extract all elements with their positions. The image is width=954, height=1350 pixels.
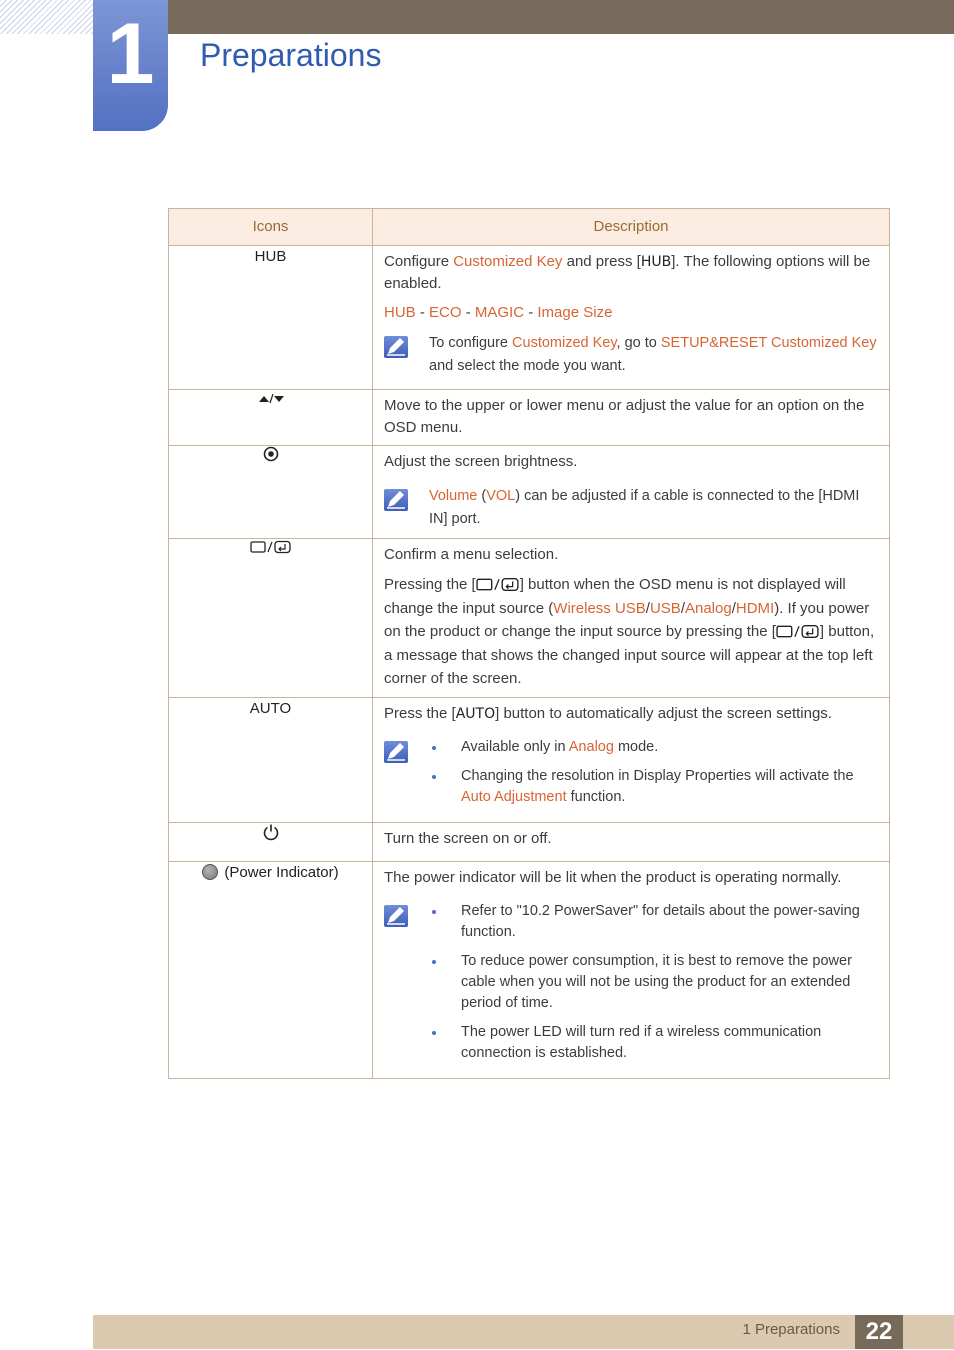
note-bullet-list [429, 737, 879, 808]
chapter-tab [93, 0, 168, 131]
icon-cell [169, 822, 373, 861]
table-row [169, 861, 890, 1078]
icon-cell [169, 390, 373, 446]
corner-hatch-decoration [0, 0, 93, 34]
description-cell [373, 539, 890, 698]
table-row [169, 390, 890, 446]
icon-cell [169, 539, 373, 698]
note-block [384, 737, 879, 808]
list-item: Changing the resolution in Display Properties will activate the Auto Adjustment function. [429, 766, 879, 808]
brightness-icon [263, 446, 279, 462]
description-text: Configure Customized Key and press [HUB]. The following options will be enabled. [384, 253, 871, 292]
note-text: Volume (VOL) can be adjusted if a cable is connected to the [HDMI IN] port. [429, 488, 860, 527]
auto-label: AUTO [249, 699, 292, 717]
source-enter-icon [250, 540, 292, 554]
list-item: The power LED will turn red if a wireless communication connection is established. [429, 1022, 879, 1064]
description-cell [373, 246, 890, 390]
table-row [169, 539, 890, 698]
table-row [169, 446, 890, 539]
hub-options-list: HUB - ECO - MAGIC - Image Size [384, 304, 613, 321]
note-bullet-list [429, 901, 879, 1064]
up-down-arrows-icon [257, 391, 285, 405]
table-row [169, 697, 890, 822]
note-pencil-icon [384, 336, 408, 358]
chapter-number: 1 [106, 6, 155, 102]
description-cell [373, 697, 890, 822]
list-item: Refer to "10.2 PowerSaver" for details about the power-saving function. [429, 901, 879, 943]
description-cell [373, 861, 890, 1078]
description-text: The power indicator will be lit when the product is operating normally. [384, 868, 842, 886]
description-text: Confirm a menu selection. [384, 546, 559, 563]
description-column-header: Description [373, 209, 890, 246]
icon-cell [169, 246, 373, 390]
description-cell [373, 822, 890, 861]
power-icon [262, 823, 280, 841]
note-block [384, 485, 879, 531]
table-row [169, 822, 890, 861]
footer-section-label: 1 Preparations [742, 1321, 840, 1338]
hub-label: HUB [254, 248, 287, 265]
table-row [169, 246, 890, 390]
description-text: Turn the screen on or off. [384, 829, 552, 847]
list-item: To reduce power consumption, it is best to remove the power cable when you will not be using the product for an extended period of time. [429, 951, 879, 1014]
icon-cell [169, 697, 373, 822]
note-pencil-icon [384, 905, 408, 927]
description-text: Pressing the [ ] button when the OSD menu is not displayed will change the input source (Wireless USB/USB/Analog/HDMI). If you power on the product or change the input source by pressing the [ ] button, a message that shows the changed input source will appear at the top left corner of the screen. [384, 576, 875, 687]
description-cell [373, 390, 890, 446]
power-indicator-label: (Power Indicator) [224, 863, 339, 881]
note-text: To configure Customized Key, go to SETUP&RESET Customized Key and select the mode you want. [429, 335, 877, 374]
icon-cell [169, 446, 373, 539]
description-text: Press the [AUTO] button to automatically adjust the screen settings. [384, 704, 832, 722]
list-item: Available only in Analog mode. [429, 737, 879, 758]
description-cell [373, 446, 890, 539]
description-text: Move to the upper or lower menu or adjust the value for an option on the OSD menu. [384, 397, 865, 436]
description-text: Adjust the screen brightness. [384, 453, 578, 470]
note-pencil-icon [384, 741, 408, 763]
table-header-row [169, 209, 890, 246]
source-enter-icon [776, 624, 820, 639]
page-number: 22 [855, 1315, 903, 1349]
icon-cell [169, 861, 373, 1078]
header-bar [168, 0, 954, 34]
page-title: Preparations [200, 37, 382, 73]
source-enter-icon [476, 577, 520, 592]
note-block [384, 901, 879, 1064]
note-block [384, 332, 879, 378]
icons-column-header: Icons [169, 209, 373, 246]
power-indicator-icon [202, 864, 218, 880]
button-description-table [168, 208, 890, 1079]
note-pencil-icon [384, 489, 408, 511]
